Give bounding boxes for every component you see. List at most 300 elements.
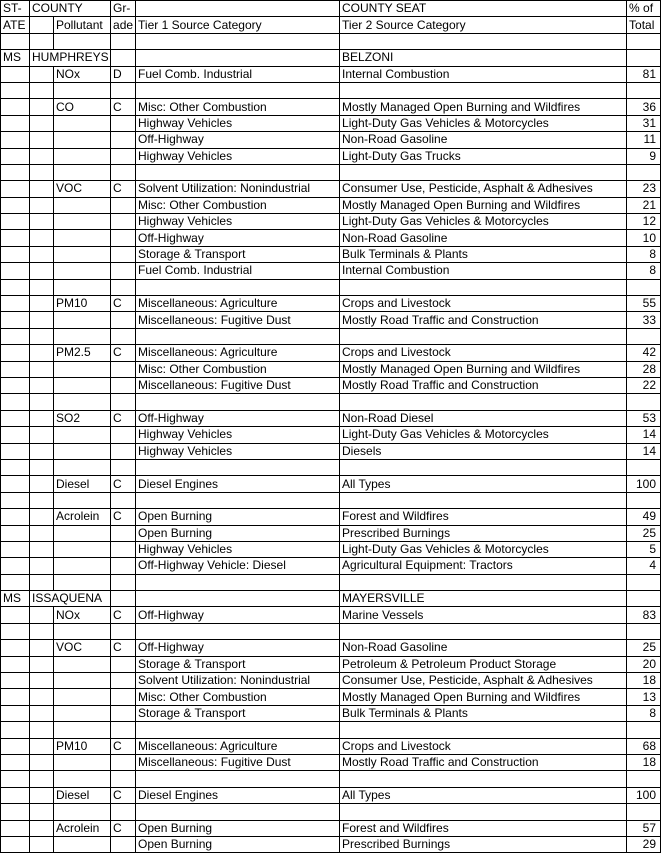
empty-cell <box>136 492 340 508</box>
empty-cell <box>136 328 340 344</box>
pollutant-cell: NOx <box>54 607 111 623</box>
tier2-cell: Agricultural Equipment: Tractors <box>340 558 627 574</box>
empty-cell <box>1 738 30 754</box>
empty-cell <box>340 459 627 475</box>
tier2-cell: Internal Combustion <box>340 263 627 279</box>
empty-cell <box>136 164 340 180</box>
empty-cell <box>1 492 30 508</box>
grade-cell: C <box>111 509 136 525</box>
empty-cell <box>30 197 54 213</box>
empty-cell <box>1 82 30 98</box>
empty-cell <box>340 394 627 410</box>
tier2-cell: Petroleum & Petroleum Product Storage <box>340 656 627 672</box>
empty-cell <box>1 541 30 557</box>
grade-cell: C <box>111 410 136 426</box>
empty-cell <box>136 722 340 738</box>
empty-cell <box>30 738 54 754</box>
empty-cell <box>1 394 30 410</box>
percent-cell: 36 <box>627 99 661 115</box>
header-state-2: ATE <box>1 17 30 33</box>
header-row-1 <box>1 1 661 17</box>
blank-row <box>1 328 661 344</box>
empty-cell <box>30 476 54 492</box>
tier1-cell: Off-Highway <box>136 607 340 623</box>
tier2-cell: Crops and Livestock <box>340 345 627 361</box>
empty-cell <box>111 459 136 475</box>
tier2-cell: Prescribed Burnings <box>340 836 627 852</box>
table-row <box>1 99 661 115</box>
table-row <box>1 607 661 623</box>
empty-cell <box>340 279 627 295</box>
tier1-cell: Open Burning <box>136 836 340 852</box>
empty-cell <box>111 279 136 295</box>
empty-cell <box>136 623 340 639</box>
table-row <box>1 66 661 82</box>
empty-cell <box>136 459 340 475</box>
empty-cell <box>111 804 136 820</box>
empty-cell <box>1 640 30 656</box>
percent-cell: 10 <box>627 230 661 246</box>
grade-cell <box>111 377 136 393</box>
grade-cell <box>111 836 136 852</box>
pollutant-cell: VOC <box>54 640 111 656</box>
table-row <box>1 312 661 328</box>
percent-cell: 28 <box>627 361 661 377</box>
tier1-cell: Miscellaneous: Fugitive Dust <box>136 754 340 770</box>
table-row <box>1 197 661 213</box>
empty-cell <box>1 115 30 131</box>
grade-cell <box>111 197 136 213</box>
grade-cell <box>111 443 136 459</box>
pollutant-cell <box>54 361 111 377</box>
grade-cell <box>111 246 136 262</box>
tier1-cell: Highway Vehicles <box>136 214 340 230</box>
empty-cell <box>54 82 111 98</box>
tier1-cell: Misc: Other Combustion <box>136 197 340 213</box>
tier1-cell: Solvent Utilization: Nonindustrial <box>136 673 340 689</box>
pollutant-cell: PM10 <box>54 296 111 312</box>
empty-cell <box>136 33 340 49</box>
empty-cell <box>1 279 30 295</box>
empty-cell <box>30 525 54 541</box>
percent-cell: 18 <box>627 673 661 689</box>
tier1-cell: Storage & Transport <box>136 705 340 721</box>
empty-cell <box>30 345 54 361</box>
empty-cell <box>30 492 54 508</box>
grade-cell <box>111 230 136 246</box>
empty-cell <box>30 689 54 705</box>
grade-cell: C <box>111 296 136 312</box>
empty-cell <box>1 673 30 689</box>
empty-cell <box>30 509 54 525</box>
empty-cell <box>1 361 30 377</box>
pollutant-cell <box>54 230 111 246</box>
empty-cell <box>30 312 54 328</box>
empty-cell <box>627 574 661 590</box>
pollutant-cell <box>54 705 111 721</box>
pollutant-cell <box>54 263 111 279</box>
tier2-cell: Consumer Use, Pesticide, Asphalt & Adhesives <box>340 673 627 689</box>
grade-cell <box>111 541 136 557</box>
pollutant-cell: Diesel <box>54 476 111 492</box>
empty-cell <box>1 722 30 738</box>
table-row <box>1 148 661 164</box>
header-tier2: Tier 2 Source Category <box>340 17 627 33</box>
grade-cell <box>111 263 136 279</box>
empty-cell <box>1 263 30 279</box>
empty-cell <box>1 509 30 525</box>
percent-cell: 25 <box>627 640 661 656</box>
empty-cell <box>30 99 54 115</box>
percent-cell: 22 <box>627 377 661 393</box>
empty-cell <box>30 230 54 246</box>
pollutant-cell <box>54 312 111 328</box>
empty-cell <box>1 66 30 82</box>
tier2-cell: Light-Duty Gas Vehicles & Motorcycles <box>340 115 627 131</box>
empty-cell <box>30 33 54 49</box>
table-row <box>1 230 661 246</box>
pollutant-cell <box>54 132 111 148</box>
empty-cell <box>30 558 54 574</box>
tier1-cell: Solvent Utilization: Nonindustrial <box>136 181 340 197</box>
tier1-cell: Off-Highway Vehicle: Diesel <box>136 558 340 574</box>
empty-cell <box>111 82 136 98</box>
blank-row <box>1 574 661 590</box>
empty-cell <box>54 33 111 49</box>
grade-cell: C <box>111 820 136 836</box>
grade-cell: C <box>111 181 136 197</box>
table-row <box>1 525 661 541</box>
tier1-cell: Highway Vehicles <box>136 541 340 557</box>
percent-cell: 29 <box>627 836 661 852</box>
tier2-cell: Forest and Wildfires <box>340 509 627 525</box>
header-blank <box>136 1 340 17</box>
empty-cell <box>30 607 54 623</box>
percent-cell: 21 <box>627 197 661 213</box>
tier1-cell: Off-Highway <box>136 640 340 656</box>
pollutant-cell: Acrolein <box>54 820 111 836</box>
tier1-cell: Off-Highway <box>136 132 340 148</box>
pollutant-cell: PM2.5 <box>54 345 111 361</box>
empty-cell <box>1 410 30 426</box>
empty-cell <box>30 115 54 131</box>
header-tier1: Tier 1 Source Category <box>136 17 340 33</box>
percent-cell: 4 <box>627 558 661 574</box>
empty-cell <box>54 279 111 295</box>
empty-cell <box>1 328 30 344</box>
table-row <box>1 377 661 393</box>
empty-cell <box>30 296 54 312</box>
empty-cell <box>136 394 340 410</box>
pollutant-cell <box>54 836 111 852</box>
tier2-cell: Light-Duty Gas Trucks <box>340 148 627 164</box>
percent-cell: 33 <box>627 312 661 328</box>
empty-cell <box>30 427 54 443</box>
tier2-cell: Light-Duty Gas Vehicles & Motorcycles <box>340 214 627 230</box>
tier1-cell: Miscellaneous: Agriculture <box>136 296 340 312</box>
empty-cell <box>54 722 111 738</box>
empty-cell <box>136 50 340 66</box>
tier2-cell: Light-Duty Gas Vehicles & Motorcycles <box>340 427 627 443</box>
empty-cell <box>30 820 54 836</box>
table-row <box>1 361 661 377</box>
empty-cell <box>627 591 661 607</box>
empty-cell <box>30 181 54 197</box>
pollutant-cell <box>54 673 111 689</box>
table-row <box>1 673 661 689</box>
grade-cell <box>111 673 136 689</box>
empty-cell <box>1 214 30 230</box>
empty-cell <box>340 623 627 639</box>
county-row <box>1 50 661 66</box>
tier1-cell: Open Burning <box>136 820 340 836</box>
pollutant-cell <box>54 689 111 705</box>
empty-cell <box>30 656 54 672</box>
empty-cell <box>136 279 340 295</box>
tier1-cell: Misc: Other Combustion <box>136 689 340 705</box>
empty-cell <box>1 607 30 623</box>
empty-cell <box>30 246 54 262</box>
table-row <box>1 246 661 262</box>
percent-cell: 8 <box>627 246 661 262</box>
percent-cell: 57 <box>627 820 661 836</box>
percent-cell: 14 <box>627 427 661 443</box>
empty-cell <box>111 328 136 344</box>
header-row-2 <box>1 17 661 33</box>
table-row <box>1 640 661 656</box>
empty-cell <box>111 164 136 180</box>
table-row <box>1 656 661 672</box>
table-row <box>1 738 661 754</box>
header-grade-2: ade <box>111 17 136 33</box>
empty-cell <box>340 82 627 98</box>
percent-cell: 12 <box>627 214 661 230</box>
empty-cell <box>1 427 30 443</box>
grade-cell: C <box>111 607 136 623</box>
tier1-cell: Diesel Engines <box>136 476 340 492</box>
empty-cell <box>1 230 30 246</box>
pollutant-cell: Acrolein <box>54 509 111 525</box>
empty-cell <box>1 476 30 492</box>
tier1-cell: Off-Highway <box>136 230 340 246</box>
grade-cell: C <box>111 99 136 115</box>
empty-cell <box>111 33 136 49</box>
pollutant-cell: VOC <box>54 181 111 197</box>
grade-cell <box>111 558 136 574</box>
empty-cell <box>30 164 54 180</box>
empty-cell <box>627 722 661 738</box>
percent-cell: 68 <box>627 738 661 754</box>
empty-cell <box>111 623 136 639</box>
empty-cell <box>1 771 30 787</box>
empty-cell <box>30 377 54 393</box>
tier2-cell: All Types <box>340 476 627 492</box>
grade-cell: C <box>111 476 136 492</box>
empty-cell <box>1 296 30 312</box>
table-row <box>1 476 661 492</box>
grade-cell <box>111 214 136 230</box>
pollutant-cell <box>54 754 111 770</box>
percent-cell: 81 <box>627 66 661 82</box>
empty-cell <box>30 132 54 148</box>
header-state: ST- <box>1 1 30 17</box>
empty-cell <box>1 836 30 852</box>
tier1-cell: Highway Vehicles <box>136 427 340 443</box>
empty-cell <box>340 492 627 508</box>
empty-cell <box>340 804 627 820</box>
empty-cell <box>111 722 136 738</box>
empty-cell <box>54 328 111 344</box>
grade-cell <box>111 148 136 164</box>
grade-cell: C <box>111 345 136 361</box>
tier2-cell: Mostly Road Traffic and Construction <box>340 754 627 770</box>
empty-cell <box>30 754 54 770</box>
tier1-cell: Off-Highway <box>136 410 340 426</box>
empty-cell <box>627 771 661 787</box>
tier1-cell: Open Burning <box>136 525 340 541</box>
table-row <box>1 558 661 574</box>
empty-cell <box>30 574 54 590</box>
empty-cell <box>1 181 30 197</box>
tier2-cell: Non-Road Gasoline <box>340 230 627 246</box>
county-seat-cell: BELZONI <box>340 50 627 66</box>
empty-cell <box>54 492 111 508</box>
table-row <box>1 836 661 852</box>
blank-row <box>1 164 661 180</box>
table-row <box>1 296 661 312</box>
empty-cell <box>1 132 30 148</box>
tier2-cell: Bulk Terminals & Plants <box>340 705 627 721</box>
tier1-cell: Miscellaneous: Agriculture <box>136 738 340 754</box>
table-row <box>1 754 661 770</box>
empty-cell <box>111 574 136 590</box>
grade-cell <box>111 361 136 377</box>
blank-row <box>1 722 661 738</box>
empty-cell <box>54 623 111 639</box>
empty-cell <box>1 246 30 262</box>
pollutant-cell <box>54 214 111 230</box>
tier2-cell: Crops and Livestock <box>340 296 627 312</box>
pollutant-cell: SO2 <box>54 410 111 426</box>
table-row <box>1 689 661 705</box>
percent-cell: 11 <box>627 132 661 148</box>
table-row <box>1 787 661 803</box>
empty-cell <box>30 804 54 820</box>
empty-cell <box>1 787 30 803</box>
empty-cell <box>30 705 54 721</box>
empty-cell <box>1 377 30 393</box>
tier2-cell: Non-Road Gasoline <box>340 640 627 656</box>
table-header <box>1 1 661 34</box>
grade-cell: C <box>111 738 136 754</box>
empty-cell <box>340 722 627 738</box>
tier2-cell: Diesels <box>340 443 627 459</box>
table-row <box>1 443 661 459</box>
tier2-cell: Mostly Managed Open Burning and Wildfires <box>340 689 627 705</box>
blank-row <box>1 394 661 410</box>
pollutant-cell: Diesel <box>54 787 111 803</box>
empty-cell <box>1 804 30 820</box>
empty-cell <box>111 492 136 508</box>
empty-cell <box>136 82 340 98</box>
pollutant-cell: NOx <box>54 66 111 82</box>
empty-cell <box>1 345 30 361</box>
empty-cell <box>136 574 340 590</box>
percent-cell: 100 <box>627 787 661 803</box>
empty-cell <box>1 656 30 672</box>
empty-cell <box>30 263 54 279</box>
empty-cell <box>627 492 661 508</box>
blank-row <box>1 279 661 295</box>
pollutant-cell <box>54 427 111 443</box>
county-name-cell: HUMPHREYS <box>30 50 111 66</box>
percent-cell: 55 <box>627 296 661 312</box>
empty-cell <box>30 148 54 164</box>
tier1-cell: Fuel Comb. Industrial <box>136 263 340 279</box>
tier1-cell: Storage & Transport <box>136 656 340 672</box>
empty-cell <box>54 804 111 820</box>
county-row <box>1 591 661 607</box>
empty-cell <box>1 33 30 49</box>
blank-row <box>1 804 661 820</box>
empty-cell <box>1 197 30 213</box>
percent-cell: 9 <box>627 148 661 164</box>
grade-cell <box>111 427 136 443</box>
empty-cell <box>54 164 111 180</box>
empty-cell <box>340 164 627 180</box>
empty-cell <box>627 623 661 639</box>
tier2-cell: All Types <box>340 787 627 803</box>
empty-cell <box>136 804 340 820</box>
empty-cell <box>627 394 661 410</box>
pollutant-cell: CO <box>54 99 111 115</box>
empty-cell <box>30 459 54 475</box>
blank-row <box>1 623 661 639</box>
empty-cell <box>30 673 54 689</box>
empty-cell <box>136 591 340 607</box>
blank-row <box>1 82 661 98</box>
percent-cell: 42 <box>627 345 661 361</box>
pollutant-cell <box>54 115 111 131</box>
table-row <box>1 427 661 443</box>
tier1-cell: Miscellaneous: Fugitive Dust <box>136 312 340 328</box>
empty-cell <box>30 214 54 230</box>
empty-cell <box>1 164 30 180</box>
tier1-cell: Miscellaneous: Agriculture <box>136 345 340 361</box>
tier1-cell: Storage & Transport <box>136 246 340 262</box>
tier1-cell: Misc: Other Combustion <box>136 99 340 115</box>
empty-cell <box>111 591 136 607</box>
empty-cell <box>1 459 30 475</box>
grade-cell <box>111 525 136 541</box>
empty-cell <box>1 574 30 590</box>
empty-cell <box>627 164 661 180</box>
empty-cell <box>30 722 54 738</box>
county-seat-cell: MAYERSVILLE <box>340 591 627 607</box>
pollutant-cell <box>54 541 111 557</box>
empty-cell <box>30 394 54 410</box>
tier2-cell: Crops and Livestock <box>340 738 627 754</box>
empty-cell <box>54 459 111 475</box>
table-row <box>1 263 661 279</box>
blank-row <box>1 459 661 475</box>
empty-cell <box>30 361 54 377</box>
tier2-cell: Marine Vessels <box>340 607 627 623</box>
tier2-cell: Mostly Managed Open Burning and Wildfires <box>340 197 627 213</box>
empty-cell <box>1 443 30 459</box>
empty-cell <box>54 771 111 787</box>
header-grade: Gr- <box>111 1 136 17</box>
